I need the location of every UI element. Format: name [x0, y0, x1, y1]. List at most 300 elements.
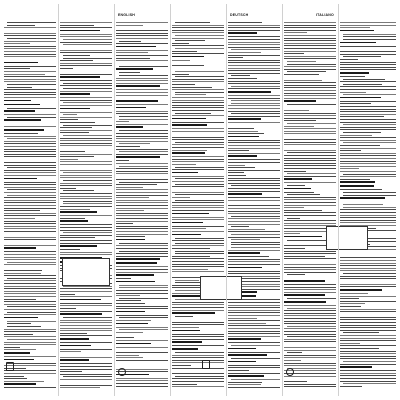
- text-line: [228, 336, 280, 337]
- text-line: [287, 64, 336, 65]
- text-line: [4, 218, 35, 219]
- text-line: [4, 286, 56, 287]
- text-line: [175, 167, 224, 168]
- section-heading: [4, 62, 38, 64]
- text-line: [4, 184, 56, 185]
- text-line: [4, 35, 56, 36]
- text-line: [116, 337, 134, 338]
- text-line: [340, 338, 396, 339]
- text-line: [340, 373, 396, 374]
- text-line: [172, 150, 207, 151]
- text-line: [116, 43, 168, 44]
- text-line: [287, 194, 320, 195]
- text-line: [284, 233, 300, 234]
- text-line: [228, 108, 280, 109]
- text-line: [7, 138, 56, 139]
- text-line: [340, 353, 396, 354]
- text-line: [284, 248, 305, 249]
- text-line: [228, 142, 280, 143]
- text-line: [4, 314, 56, 315]
- text-line: [60, 254, 112, 255]
- text-line: [60, 112, 112, 113]
- text-line: [228, 200, 280, 201]
- text-line: [228, 307, 280, 308]
- text-line: [284, 386, 336, 387]
- fold-line: [170, 4, 171, 396]
- text-line: [340, 67, 396, 68]
- section-heading: [340, 181, 375, 183]
- text-line: [228, 140, 280, 141]
- text-line: [116, 208, 168, 209]
- text-line: [287, 368, 336, 369]
- text-line: [60, 291, 112, 292]
- text-line: [119, 72, 140, 73]
- text-line: [228, 305, 280, 306]
- text-line: [340, 217, 396, 218]
- text-line: [284, 40, 336, 41]
- text-line: [116, 200, 168, 201]
- text-line: [340, 268, 396, 269]
- text-line: [228, 328, 280, 329]
- section-heading: [60, 338, 89, 340]
- text-line: [231, 185, 280, 186]
- text-line: [60, 140, 112, 141]
- text-line: [172, 87, 212, 88]
- text-line: [116, 320, 151, 321]
- text-line: [116, 149, 168, 150]
- section-heading: [4, 383, 36, 385]
- text-line: [172, 378, 224, 379]
- section-heading: [4, 100, 31, 102]
- text-line: [116, 386, 168, 387]
- text-line: [172, 144, 224, 145]
- text-line: [172, 30, 224, 31]
- text-line: [340, 76, 365, 77]
- text-line: [63, 83, 112, 84]
- text-line: [172, 271, 224, 272]
- text-line: [172, 176, 224, 177]
- text-line: [231, 75, 250, 76]
- text-line: [60, 91, 112, 92]
- text-line: [284, 207, 304, 208]
- section-heading: [4, 317, 38, 319]
- text-line: [60, 227, 112, 228]
- section-heading: [228, 348, 256, 350]
- section-heading: [284, 294, 325, 296]
- text-line: [116, 223, 133, 224]
- text-line: [284, 113, 336, 114]
- section-heading: [172, 330, 200, 332]
- text-line: [172, 307, 224, 308]
- section-heading: [60, 245, 97, 247]
- text-line: [172, 310, 224, 311]
- text-line: [63, 376, 112, 377]
- section-heading: [228, 338, 261, 340]
- text-line: [228, 312, 280, 313]
- text-line: [60, 100, 112, 101]
- section-heading: [116, 262, 157, 264]
- text-line: [4, 221, 56, 222]
- text-line: [231, 234, 280, 235]
- text-line: [228, 47, 280, 48]
- text-line: [172, 81, 224, 82]
- text-line: [228, 264, 280, 265]
- text-line: [340, 260, 396, 261]
- text-line: [7, 326, 41, 327]
- text-line: [116, 205, 168, 206]
- text-line: [172, 169, 224, 170]
- text-line: [343, 79, 385, 80]
- text-line: [340, 330, 396, 331]
- text-line: [228, 221, 280, 222]
- text-line: [228, 145, 280, 146]
- text-line: [228, 133, 264, 134]
- text-line: [172, 248, 210, 249]
- page-heading-english: ENGLISH: [118, 13, 135, 17]
- text-line: [340, 145, 380, 146]
- text-line: [4, 378, 27, 379]
- text-line: [284, 38, 336, 39]
- text-line: [4, 192, 56, 193]
- section-heading: [60, 313, 102, 315]
- text-line: [60, 351, 81, 352]
- text-line: [7, 25, 35, 26]
- text-line: [4, 210, 40, 211]
- text-line: [7, 323, 31, 324]
- text-line: [228, 42, 280, 43]
- text-line: [60, 156, 94, 157]
- text-line: [231, 345, 280, 346]
- text-line: [60, 196, 112, 197]
- text-line: [340, 298, 359, 299]
- text-line: [172, 105, 224, 106]
- text-line: [284, 350, 336, 351]
- text-line: [284, 142, 336, 143]
- text-line: [116, 278, 131, 279]
- text-line: [4, 349, 36, 350]
- text-line: [116, 236, 145, 237]
- text-line: [228, 256, 269, 257]
- text-line: [340, 51, 396, 52]
- text-line: [284, 292, 336, 293]
- text-line: [7, 87, 32, 88]
- text-line: [4, 66, 56, 67]
- text-line: [60, 63, 112, 64]
- text-line: [172, 245, 224, 246]
- text-line: [172, 197, 190, 198]
- text-line: [340, 25, 396, 26]
- text-line: [172, 322, 224, 323]
- text-line: [4, 342, 56, 343]
- section-heading: [4, 247, 36, 249]
- text-line: [116, 234, 168, 235]
- text-line: [175, 71, 224, 72]
- text-line: [284, 150, 336, 151]
- text-line: [4, 41, 56, 42]
- text-line: [4, 283, 56, 284]
- text-line: [172, 161, 224, 162]
- text-line: [4, 202, 56, 203]
- section-heading: [172, 118, 206, 120]
- text-line: [228, 310, 280, 311]
- text-line: [228, 44, 280, 45]
- text-line: [340, 135, 372, 136]
- text-line: [284, 48, 336, 49]
- text-line: [228, 153, 280, 154]
- text-line: [340, 370, 396, 371]
- text-line: [172, 304, 224, 305]
- text-line: [60, 218, 85, 219]
- text-line: [228, 81, 280, 82]
- text-line: [340, 293, 368, 294]
- text-line: [284, 228, 326, 229]
- text-line: [60, 50, 112, 51]
- text-line: [172, 365, 191, 366]
- text-line: [4, 254, 56, 255]
- text-line: [4, 187, 56, 188]
- text-line: [172, 207, 224, 208]
- text-line: [7, 189, 56, 190]
- text-line: [231, 113, 280, 114]
- text-line: [340, 306, 361, 307]
- text-line: [4, 114, 56, 115]
- text-line: [116, 154, 168, 155]
- text-line: [228, 27, 280, 28]
- text-line: [116, 218, 168, 219]
- text-line: [172, 381, 224, 382]
- text-line: [340, 27, 370, 28]
- text-line: [116, 33, 168, 34]
- section-heading: [116, 239, 145, 241]
- section-heading: [172, 172, 198, 174]
- text-line: [63, 88, 112, 89]
- text-line: [60, 36, 112, 37]
- text-line: [175, 200, 224, 201]
- text-line: [340, 378, 396, 379]
- text-line: [116, 332, 143, 333]
- text-line: [284, 95, 336, 96]
- text-line: [4, 208, 56, 209]
- text-line: [116, 355, 139, 356]
- text-line: [116, 187, 143, 188]
- text-line: [231, 247, 280, 248]
- text-line: [172, 122, 224, 123]
- text-line: [284, 192, 314, 193]
- text-line: [284, 381, 307, 382]
- text-line: [228, 323, 266, 324]
- text-line: [60, 366, 112, 367]
- text-line: [4, 68, 30, 69]
- text-line: [116, 50, 168, 51]
- text-line: [63, 44, 112, 45]
- text-line: [60, 230, 112, 231]
- text-line: [284, 118, 336, 119]
- text-line: [4, 46, 56, 47]
- text-line: [340, 148, 396, 149]
- text-line: [172, 386, 224, 387]
- text-line: [60, 325, 112, 326]
- section-heading: [4, 119, 41, 121]
- text-line: [4, 237, 56, 238]
- section-heading: [172, 222, 203, 224]
- text-line: [63, 125, 112, 126]
- page-heading-deutsch: DEUTSCH: [230, 13, 249, 17]
- text-line: [228, 68, 280, 69]
- text-line: [60, 159, 78, 160]
- text-line: [228, 191, 280, 192]
- text-line: [116, 352, 168, 353]
- text-line: [340, 137, 396, 138]
- text-line: [116, 303, 145, 304]
- text-line: [116, 30, 168, 31]
- text-line: [284, 355, 336, 356]
- text-line: [284, 110, 309, 111]
- section-heading: [228, 267, 262, 269]
- text-line: [228, 229, 265, 230]
- text-line: [7, 278, 56, 279]
- text-line: [284, 133, 336, 134]
- text-line: [228, 165, 245, 166]
- text-line: [119, 41, 141, 42]
- text-line: [116, 269, 168, 270]
- text-line: [228, 22, 262, 23]
- section-heading: [284, 100, 316, 102]
- text-line: [60, 151, 85, 152]
- section-heading: [172, 213, 209, 215]
- text-line: [340, 150, 361, 151]
- text-line: [175, 280, 199, 281]
- text-line: [172, 202, 224, 203]
- text-line: [4, 74, 45, 75]
- text-line: [284, 376, 336, 377]
- text-line: [284, 347, 336, 348]
- text-line: [172, 110, 224, 111]
- text-line: [172, 53, 224, 54]
- text-line: [231, 379, 280, 380]
- text-line: [340, 171, 396, 172]
- text-line: [284, 115, 336, 116]
- text-line: [228, 205, 280, 206]
- text-line: [4, 309, 56, 310]
- text-line: [284, 256, 325, 257]
- text-line: [172, 89, 224, 90]
- section-heading: [228, 375, 264, 377]
- text-line: [172, 266, 224, 267]
- text-line: [172, 258, 224, 259]
- text-line: [7, 195, 56, 196]
- text-line: [4, 54, 56, 55]
- text-line: [340, 222, 396, 223]
- text-line: [284, 93, 336, 94]
- text-line: [116, 360, 168, 361]
- text-line: [119, 298, 168, 299]
- text-line: [172, 219, 224, 220]
- text-line: [116, 173, 168, 174]
- text-line: [228, 208, 280, 209]
- text-line: [4, 296, 56, 297]
- text-line: [7, 38, 56, 39]
- text-line: [284, 98, 336, 99]
- text-line: [4, 71, 56, 72]
- text-line: [60, 385, 112, 386]
- text-line: [343, 174, 396, 175]
- text-line: [340, 153, 396, 154]
- text-line: [4, 149, 56, 150]
- text-line: [228, 320, 280, 321]
- section-heading: [116, 343, 151, 345]
- text-line: [60, 154, 112, 155]
- text-line: [4, 347, 20, 348]
- text-line: [60, 363, 112, 364]
- text-line: [116, 22, 168, 23]
- text-line: [340, 111, 396, 112]
- text-line: [284, 365, 336, 366]
- text-line: [343, 204, 383, 205]
- text-line: [116, 213, 168, 214]
- text-line: [116, 215, 168, 216]
- text-line: [116, 383, 168, 384]
- text-line: [172, 32, 224, 33]
- text-line: [228, 95, 280, 96]
- text-line: [340, 351, 396, 352]
- text-line: [340, 284, 396, 285]
- text-line: [175, 92, 224, 93]
- text-line: [228, 231, 280, 232]
- text-line: [172, 240, 224, 241]
- text-line: [340, 317, 396, 318]
- text-line: [340, 358, 396, 359]
- text-line: [4, 275, 56, 276]
- section-heading: [116, 274, 154, 276]
- section-heading: [116, 100, 158, 102]
- text-line: [119, 317, 168, 318]
- text-line: [340, 348, 379, 349]
- text-line: [4, 226, 56, 227]
- text-line: [4, 48, 56, 49]
- text-line: [287, 308, 336, 309]
- text-line: [60, 85, 112, 86]
- text-line: [284, 56, 336, 57]
- text-line: [116, 210, 144, 211]
- text-line: [284, 357, 336, 358]
- text-line: [343, 332, 379, 333]
- text-line: [116, 124, 168, 125]
- section-heading: [60, 76, 100, 78]
- text-line: [340, 322, 396, 323]
- text-line: [284, 160, 336, 161]
- text-line: [228, 88, 280, 89]
- text-line: [228, 25, 280, 26]
- text-line: [172, 60, 190, 61]
- text-line: [228, 331, 280, 332]
- text-line: [172, 368, 224, 369]
- text-line: [228, 271, 280, 272]
- text-line: [116, 315, 168, 316]
- text-line: [60, 296, 112, 297]
- text-line: [284, 35, 336, 36]
- text-line: [116, 231, 168, 232]
- text-line: [284, 82, 336, 83]
- text-line: [231, 86, 280, 87]
- text-line: [284, 74, 319, 75]
- text-line: [340, 189, 382, 190]
- text-line: [4, 280, 56, 281]
- text-line: [284, 120, 316, 121]
- text-line: [63, 114, 77, 115]
- text-line: [284, 334, 336, 335]
- text-line: [4, 288, 56, 289]
- section-heading: [60, 345, 91, 347]
